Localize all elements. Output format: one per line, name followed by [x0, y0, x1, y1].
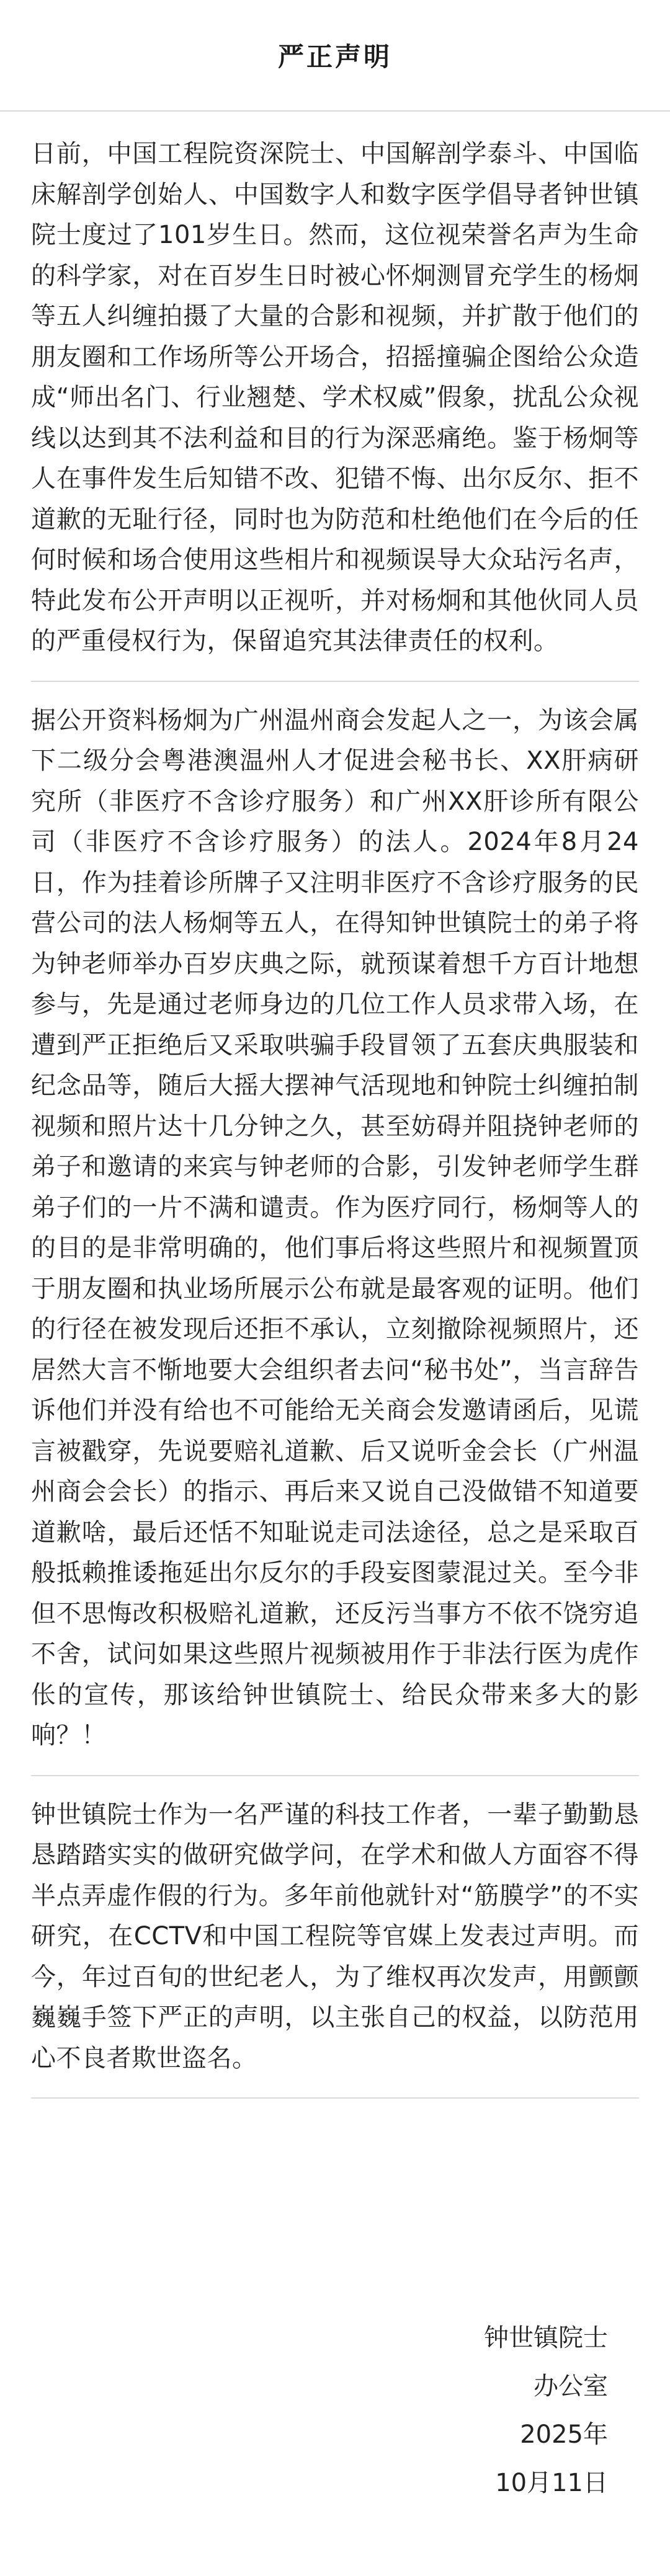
signature-name: 钟世镇院士	[484, 2324, 608, 2352]
statement-body	[0, 112, 670, 2099]
paragraph-background: 据公开资料杨炯为广州温州商会发起人之一，为该会属下二级分会粤港澳温州人才促进会秘书长、XX肝病研究所（非医疗不含诊疗服务）和广州XX肝诊所有限公司（非医疗不含诊疗服务）的法人。2024年8月24日，作为挂着诊所牌子又注明非医疗不含诊疗服务的民营公司的法人杨炯等五人，在得知钟世镇院士的弟子将为钟老师举办百岁庆典之际，就预谋着想千方百计地想参与，先是通过老师身边的几位工作人员求带入场，在遭到严正拒绝后又采取哄骗手段冒领了五套庆典服装和纪念品等，随后大摇大摆神气活现地和钟院士纠缠拍制视频和照片达十几分钟之久，甚至妨碍并阻挠钟老师的弟子和邀请的来宾与钟老师的合影，引发钟老师学生群弟子们的一片不满和谴责。作为医疗同行，杨炯等人的的目的是非常明确的，他们事后将这些照片和视频置顶于朋友圈和执业场所展示公布就是最客观的证明。他们的行径在被发现后还拒不承认，立刻撤除视频照片，还居然大言不惭地要大会组织者去问“秘书处”，当言辞告诉他们并没有给也不可能给无关商会发邀请函后，见谎言被戳穿，先说要赔礼道歉、后又说听金会长（广州温州商会会长）的指示、再后来又说自己没做错不知道要道歉啥，最后还恬不知耻说走司法途径，总之是采取百般抵赖推诿拖延出尔反尔的手段妄图蒙混过关。至今非但不思悔改积极赔礼道歉，还反污当事方不依不饶穷追不舍，试问如果这些照片视频被用作于非法行医为虎作伥的宣传，那该给钟世镇院士、给民众带来多大的影响？！	[31, 682, 639, 1776]
signature-block	[484, 2314, 608, 2507]
title-bar	[0, 0, 670, 112]
page-title: 严正声明	[277, 42, 392, 72]
signature-date: 10月11日	[495, 2469, 608, 2497]
paragraph-intro: 日前，中国工程院资深院士、中国解剖学泰斗、中国临床解剖学创始人、中国数字人和数字医学倡导者钟世镇院士度过了101岁生日。然而，这位视荣誉名声为生命的科学家，对在百岁生日时被心怀炯测冒充学生的杨炯等五人纠缠拍摄了大量的合影和视频，并扩散于他们的朋友圈和工作场所等公开场合，招摇撞骗企图给公众造成“师出名门、行业翘楚、学术权威”假象，扰乱公众视线以达到其不法利益和目的行为深恶痛绝。鉴于杨炯等人在事件发生后知错不改、犯错不悔、出尔反尔、拒不道歉的无耻行径，同时也为防范和杜绝他们在今后的任何时候和场合使用这些相片和视频误导大众玷污名声，特此发布公开声明以正视听，并对杨炯和其他伙同人员的严重侵权行为，保留追究其法律责任的权利。	[31, 112, 639, 682]
signature-office: 办公室	[534, 2372, 608, 2401]
signature-year: 2025年	[520, 2420, 608, 2449]
paragraph-conclusion: 钟世镇院士作为一名严谨的科技工作者，一辈子勤勤恳恳踏踏实实的做研究做学问，在学术和做人方面容不得半点弄虚作假的行为。多年前他就针对“筋膜学”的不实研究，在CCTV和中国工程院等官媒上发表过声明。而今，年过百旬的世纪老人，为了维权再次发声，用颤颤巍巍手签下严正的声明，以主张自己的权益，以防范用心不良者欺世盗名。	[31, 1776, 639, 2099]
